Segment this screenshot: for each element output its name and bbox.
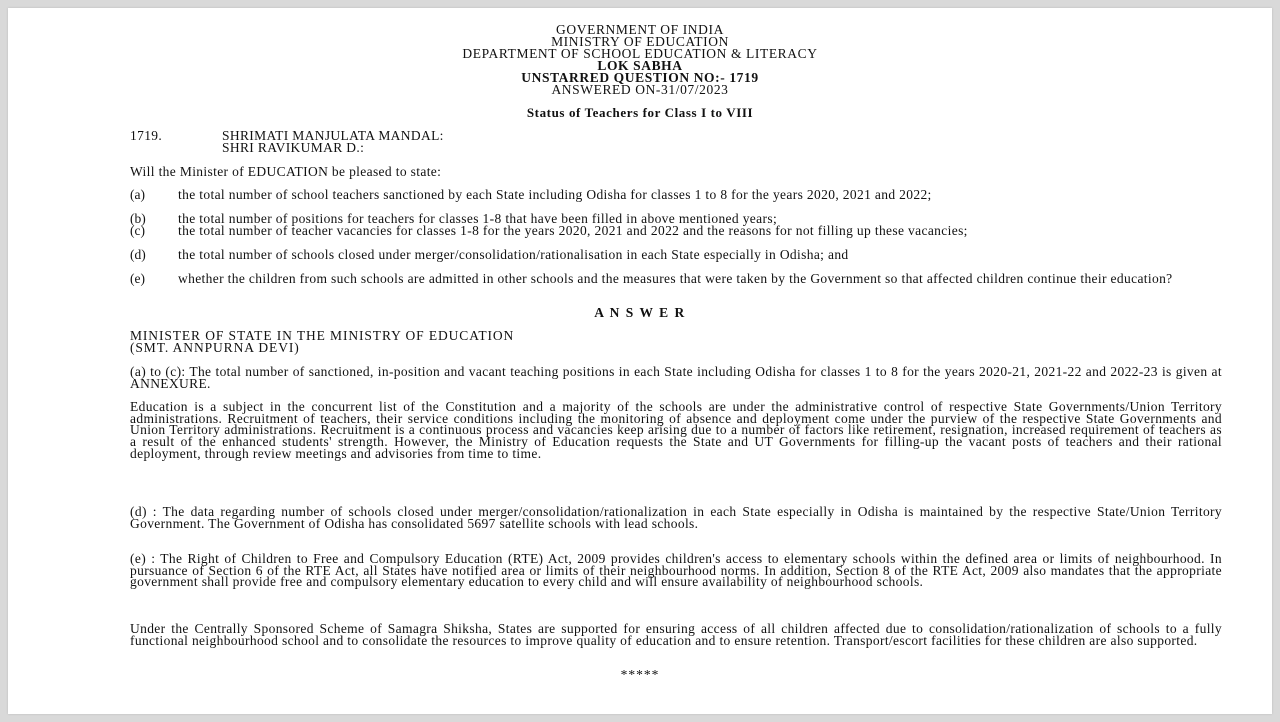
answer-heading: A N S W E R — [594, 305, 686, 320]
end-marker: ***** — [620, 667, 660, 682]
answer-paragraph-d: (d) : The data regarding number of schools closed under merger/consolidation/rationalization in each State especially in Odisha is maintained by the respective State/Union Territory Government. The Government of Odisha has consolidated 5697 satellite schools with lead schools. — [130, 504, 1222, 531]
answer-paragraph-samagra-shiksha: Under the Centrally Sponsored Scheme of Samagra Shiksha, States are supported for ensuring access of all children affected due to consolidation/rationalization of schools to a fully functional neighbourhood school and to consolidate the resources to improve quality of education and to ensure retention. Transport/escort facilities for these children are also supported. — [130, 621, 1222, 648]
document-page — [8, 8, 1272, 714]
question-part-text: the total number of schools closed under merger/consolidation/rationalisation in each State especially in Odisha; and — [178, 247, 849, 262]
question-part-label: (d) — [130, 247, 146, 262]
minister-title: MINISTER OF STATE IN THE MINISTRY OF EDUCATION — [130, 328, 515, 343]
question-part-label: (e) — [130, 271, 145, 286]
answer-paragraph-a-c: (a) to (c): The total number of sanctioned, in-position and vacant teaching positions in each State including Odisha for classes 1 to 8 for the years 2020-21, 2021-22 and 2022-23 is given at ANNEXURE. — [130, 364, 1222, 391]
question-part-label: (c) — [130, 223, 145, 238]
answer-paragraph-education: Education is a subject in the concurrent list of the Constitution and a majority of the schools are under the administrative control of respective State Governments/Union Territory administrations. Recruitment of teachers, their service conditions including the monitoring of absence and deployment come under the purview of the respective State Governments and Union Territory administrations. Recruitment is a continuous process and vacancies keep arising due to a number of factors like retirement, resignation, increased requirement of teachers as a result of the enhanced students' strength. However, the Ministry of Education requests the State and UT Governments for filling-up the vacant posts of teachers and their rational deployment, through review meetings and advisories from time to time. — [130, 399, 1222, 461]
question-number: 1719. — [130, 128, 163, 143]
question-intro: Will the Minister of EDUCATION be pleased to state: — [130, 164, 442, 179]
header-answered-date: ANSWERED ON-31/07/2023 — [551, 82, 729, 97]
minister-name: (SMT. ANNPURNA DEVI) — [130, 340, 300, 355]
question-part-text: the total number of teacher vacancies for classes 1-8 for the years 2020, 2021 and 2022 and the reasons for not filling up these vacancies; — [178, 223, 968, 238]
header-question-number: UNSTARRED QUESTION NO:- 1719 — [521, 70, 759, 85]
document-subject: Status of Teachers for Class I to VIII — [526, 105, 754, 120]
header-department: DEPARTMENT OF SCHOOL EDUCATION & LITERACY — [462, 46, 818, 61]
question-part-text: the total number of school teachers sanctioned by each State including Odisha for classes 1 to 8 for the years 2020, 2021 and 2022; — [178, 187, 932, 202]
header-ministry: MINISTRY OF EDUCATION — [551, 34, 729, 49]
header-government: GOVERNMENT OF INDIA — [556, 22, 724, 37]
question-part-label: (b) — [130, 211, 146, 226]
question-part-text: whether the children from such schools are admitted in other schools and the measures that were taken by the Government so that affected children continue their education? — [178, 271, 1173, 286]
answer-paragraph-e: (e) : The Right of Children to Free and Compulsory Education (RTE) Act, 2009 provides children's access to elementary schools within the defined area or limits of neighbourhood. In pursuance of Section 6 of the RTE Act, all States have notified area or limits of their neighbourhood norms. In addition, Section 8 of the RTE Act, 2009 also mandates that the appropriate government shall provide free and compulsory elementary education to every child and will ensure availability of neighbourhood schools. — [130, 551, 1222, 590]
header-lok-sabha: LOK SABHA — [597, 58, 683, 73]
asker-name-2: SHRI RAVIKUMAR D.: — [222, 140, 365, 155]
asker-name-1: SHRIMATI MANJULATA MANDAL: — [222, 128, 444, 143]
question-part-label: (a) — [130, 187, 145, 202]
question-part-text: the total number of positions for teachers for classes 1-8 that have been filled in above mentioned years; — [178, 211, 778, 226]
